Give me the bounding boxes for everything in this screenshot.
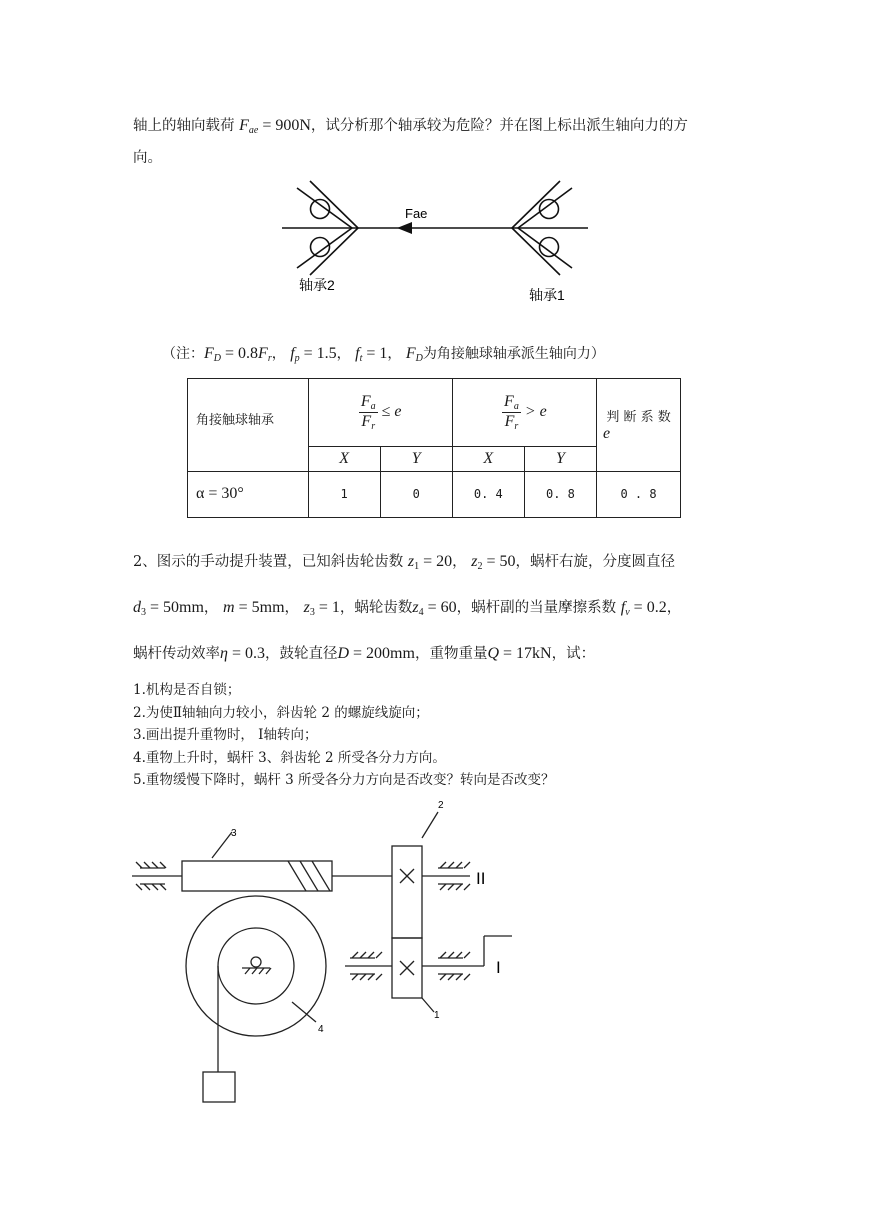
value-y2: 0. 8 bbox=[524, 471, 596, 517]
value-x2: 0. 4 bbox=[452, 471, 524, 517]
problem1-line1: 轴上的轴向载荷 $F_{ae} = 900N$，试分析那个轴承较为危险？并在图上标出派生轴向力的方 bbox=[133, 117, 688, 136]
label-1: 1 bbox=[434, 1010, 440, 1021]
problem2-line2: $d_3 = 50mm$， m = 5mm， $z_3 = 1$，蜗轮齿数$z_4 = 60$，蜗杆副的当量摩擦系数 $f_v = 0.2$， bbox=[133, 599, 682, 618]
sub-header-x1: X bbox=[308, 447, 380, 471]
value-x1: 1 bbox=[308, 471, 380, 517]
value-y1: 0 bbox=[380, 471, 452, 517]
label-2: 2 bbox=[438, 800, 444, 811]
list-item: 2.为使Ⅱ轴轴向力较小，斜齿轮 2 的螺旋线旋向； bbox=[133, 704, 429, 721]
list-item: 4.重物上升时，蜗杆 3、斜齿轮 2 所受各分力方向。 bbox=[133, 749, 446, 766]
problem2-line3: 蜗杆传动效率η = 0.3，鼓轮直径D = 200mm，重物重量Q = 17kN，试： bbox=[133, 645, 596, 662]
label-4: 4 bbox=[318, 1024, 324, 1035]
problem2-line1: 2、图示的手动提升装置，已知斜齿轮齿数 $z_1 = 20$， $z_2 = 50$，蜗杆右旋，分度圆直径 bbox=[133, 553, 675, 572]
list-item: 3.画出提升重物时， Ⅰ轴转向； bbox=[133, 727, 318, 743]
sub-header-y1: Y bbox=[380, 447, 452, 471]
note-line: （注：$F_D = 0.8F_r$， $f_p = 1.5$， $f_t = 1$， $F_D$为角接触球轴承派生轴向力） bbox=[162, 345, 605, 364]
problem1-line2: 向。 bbox=[133, 150, 162, 166]
gear-2-icon bbox=[392, 846, 422, 938]
value-e: 0 . 8 bbox=[597, 471, 681, 517]
shaft-I-label: I bbox=[496, 958, 501, 977]
list-item: 1.机构是否自锁； bbox=[133, 682, 241, 698]
alpha-cell: α = 30° bbox=[188, 471, 309, 517]
load-weight-icon bbox=[203, 1072, 235, 1102]
drum-icon bbox=[218, 928, 294, 1004]
fae-expression: $F_{ae} = 900N$ bbox=[239, 117, 311, 136]
label-3: 3 bbox=[231, 828, 237, 839]
sub-header-y2: Y bbox=[524, 447, 596, 471]
row-header-cell: 角接触球轴承 bbox=[188, 379, 309, 472]
sub-header-x2: X bbox=[452, 447, 524, 471]
cond2-header: $\frac{F_a}{F_r}$ > e bbox=[452, 379, 596, 447]
force-label: Fae bbox=[405, 206, 428, 221]
list-item: 5.重物缓慢下降时，蜗杆 3 所受各分力方向是否改变？转向是否改变？ bbox=[133, 772, 555, 788]
bearing2-label: 轴承2 bbox=[299, 277, 335, 293]
cond1-header: $\frac{F_a}{F_r}$ ≤ e bbox=[308, 379, 452, 447]
judge-header: 判 断 系 数 e bbox=[597, 379, 681, 472]
bearing1-label: 轴承1 bbox=[529, 287, 565, 303]
shaft-II-label: II bbox=[476, 869, 486, 888]
worm-wheel-4-icon bbox=[186, 896, 326, 1036]
